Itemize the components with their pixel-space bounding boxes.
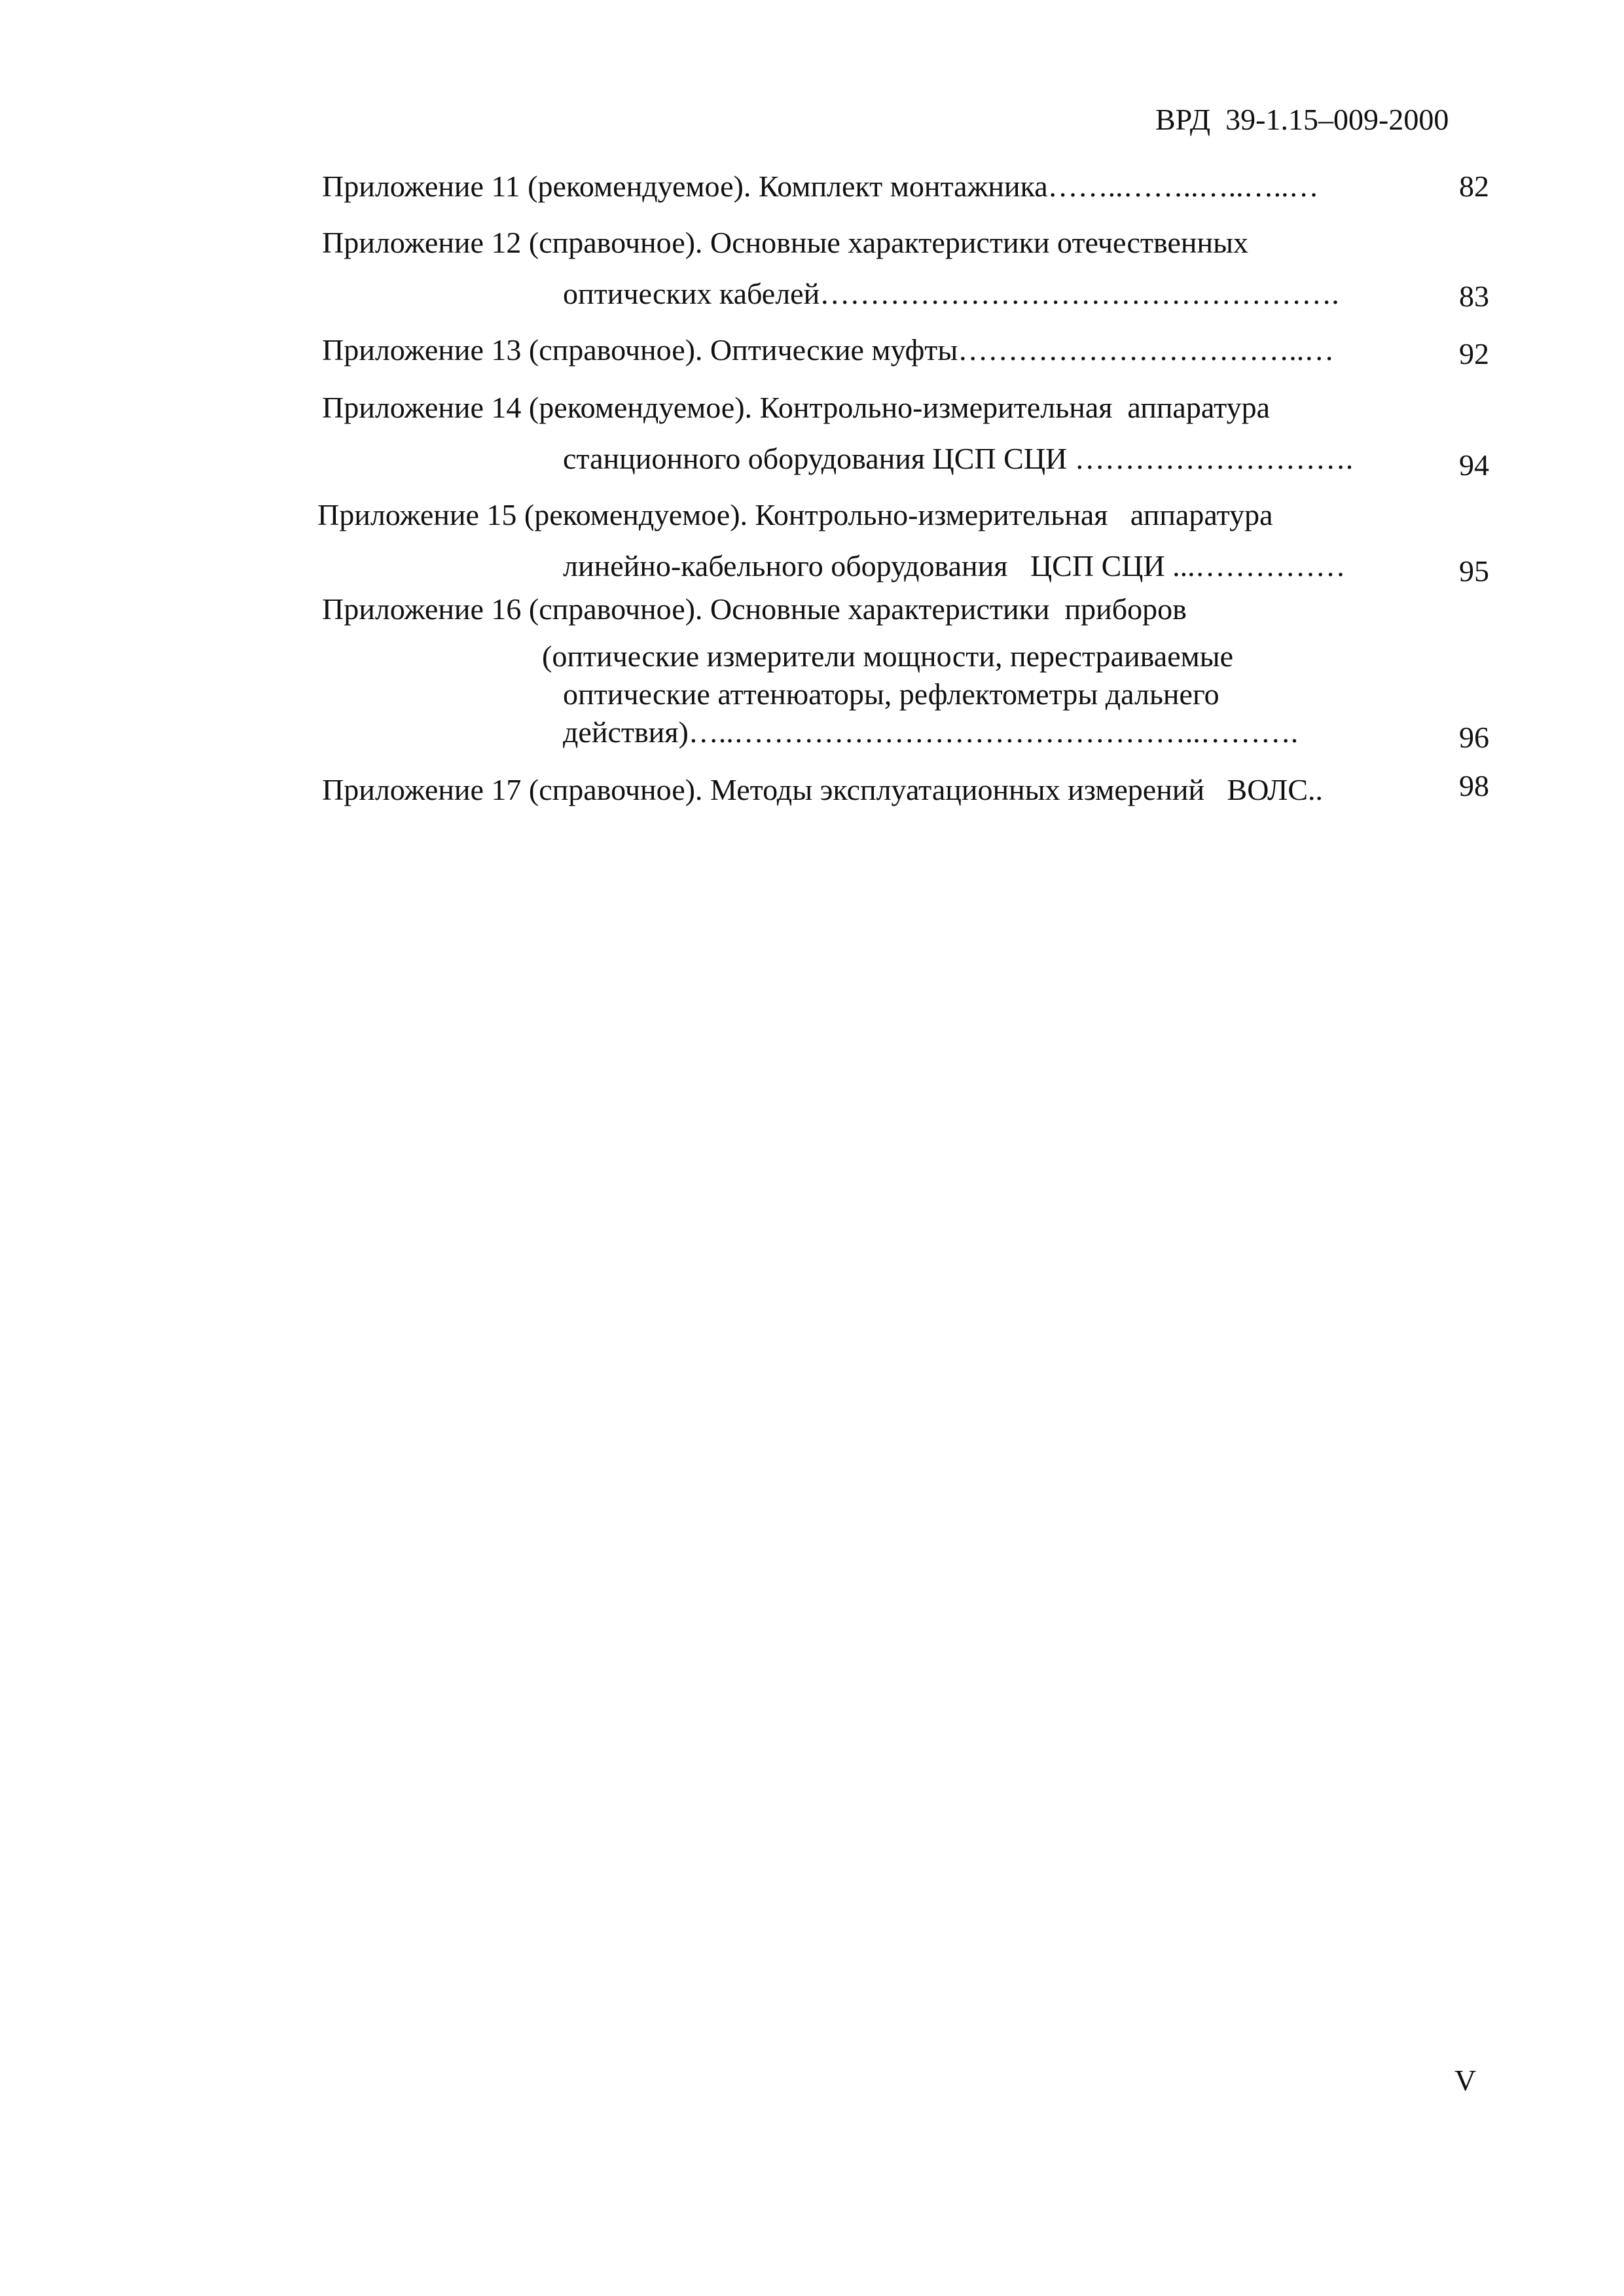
toc-entry-title: Приложение 11 (рекомендуемое). Комплект монтажника……..……..…..…..…	[322, 170, 1319, 203]
toc-entry-title: Приложение 12 (справочное). Основные характеристики отечественных	[322, 226, 1249, 259]
toc-page-number: 96	[1459, 721, 1489, 754]
toc-entry-continuation: станционного оборудования ЦСП СЦИ ……………………….	[563, 442, 1354, 475]
toc-page-number: 94	[1459, 448, 1489, 482]
toc-entry-title: Приложение 14 (рекомендуемое). Контрольно-измерительная аппаратура	[322, 391, 1270, 424]
page-number-roman: V	[1454, 2064, 1477, 2097]
toc-entry-continuation: действия)…..………………………………………..……….	[563, 715, 1299, 749]
toc-page-number: 95	[1459, 554, 1489, 588]
toc-entry-title: Приложение 17 (справочное). Методы эксплуатационных измерений ВОЛС..	[322, 773, 1324, 806]
toc-entry-title: Приложение 15 (рекомендуемое). Контрольно-измерительная аппаратура	[317, 498, 1273, 531]
toc-entry-continuation: оптических кабелей…………………………………………….	[563, 277, 1339, 310]
toc-entry-title: Приложение 16 (справочное). Основные характеристики приборов	[322, 592, 1187, 626]
toc-page-number: 83	[1459, 279, 1489, 313]
toc-page-number: 98	[1459, 769, 1489, 802]
toc-page-number: 82	[1459, 170, 1489, 203]
toc-page-number: 92	[1459, 337, 1489, 370]
toc-entry-continuation: линейно-кабельного оборудования ЦСП СЦИ ...……………	[563, 549, 1346, 583]
document-code: ВРД 39-1.15–009-2000	[1155, 103, 1449, 136]
toc-entry-title: Приложение 13 (справочное). Оптические муфты……………………………..…	[322, 333, 1335, 367]
toc-entry-continuation: оптические аттенюаторы, рефлектометры дальнего	[563, 677, 1219, 711]
toc-entry-continuation: (оптические измерители мощности, перестраиваемые	[542, 639, 1234, 673]
